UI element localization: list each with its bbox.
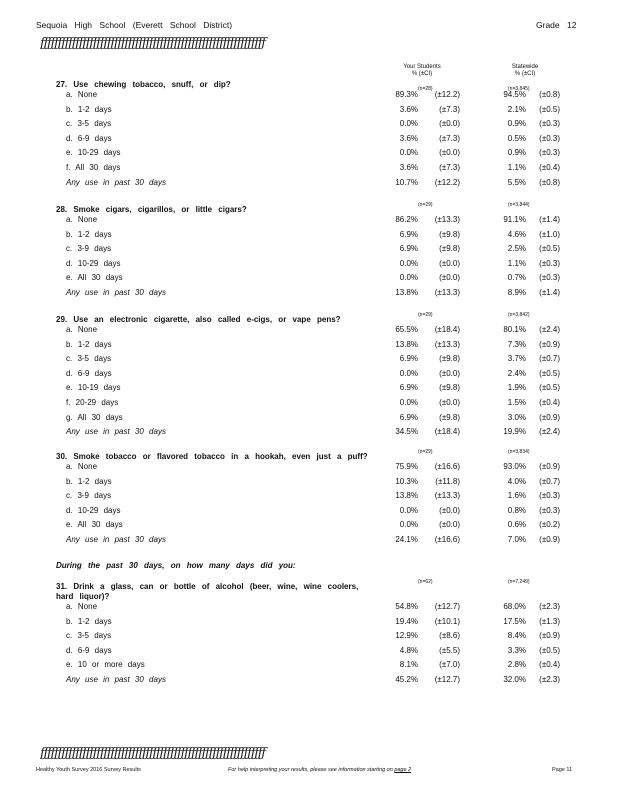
response-label: a. None [66, 462, 98, 471]
your-percent: 0.0% [399, 273, 418, 283]
statewide-confidence-interval: (±0.5) [539, 645, 560, 655]
statewide-confidence-interval: (±0.2) [539, 520, 560, 530]
response-label: Any use in past 30 days [66, 427, 166, 437]
footer-help-prefix: For help interpreting your results, please see information starting on [228, 767, 393, 773]
your-confidence-interval: (±13.3) [434, 288, 460, 297]
statewide-confidence-interval: (±1.4) [539, 215, 560, 224]
response-row [0, 340, 618, 350]
statewide-percent: 3.0% [507, 412, 526, 422]
statewide-percent: 0.9% [507, 119, 526, 129]
response-row [0, 602, 618, 612]
response-row [0, 660, 618, 670]
response-label: c. 3-9 days [66, 491, 112, 501]
sample-size-statewide: (n=3,834) [508, 449, 530, 455]
response-label: a. None [66, 215, 98, 224]
any-use-row [0, 427, 618, 437]
footer-help-text [228, 767, 411, 773]
your-confidence-interval: (±16.6) [434, 462, 460, 471]
statewide-percent: 2.1% [507, 104, 526, 114]
response-label: Any use in past 30 days [66, 288, 166, 297]
response-row [0, 134, 618, 144]
your-confidence-interval: (±12.7) [434, 602, 460, 611]
response-row [0, 259, 618, 269]
question-title: 30. Smoke tobacco or flavored tobacco in a hookah, even just a puff? [56, 452, 368, 461]
your-confidence-interval: (±0.0) [439, 398, 460, 407]
response-label: b. 1-2 days [66, 616, 112, 626]
response-label: g. All 30 days [66, 412, 123, 422]
statewide-confidence-interval: (±0.9) [539, 631, 560, 641]
statewide-confidence-interval: (±0.3) [539, 133, 560, 143]
your-confidence-interval: (±13.3) [434, 215, 460, 224]
your-confidence-interval: (±0.0) [439, 258, 460, 268]
response-label: Any use in past 30 days [66, 535, 166, 544]
your-percent: 6.9% [399, 354, 418, 364]
response-row [0, 506, 618, 516]
your-confidence-interval: (±12.7) [434, 675, 460, 684]
statewide-percent: 8.4% [507, 631, 526, 641]
your-percent: 24.1% [395, 535, 418, 544]
decorative-rule-bottom: ƒƒƒƒƒƒƒƒƒƒƒƒƒƒƒƒƒƒƒƒƒƒƒƒƒƒƒƒƒƒƒƒƒƒƒƒƒƒƒƒƒƒƒƒƒƒƒƒƒƒƒƒƒƒƒƒƒƒƒƒƒƒƒƒ [40, 746, 265, 761]
statewide-percent: 1.9% [507, 383, 526, 393]
section-intro: During the past 30 days, on how many days did you: [56, 561, 296, 570]
response-label: Any use in past 30 days [66, 675, 166, 684]
response-label: f. 20-29 days [66, 398, 119, 407]
response-label: a. None [66, 602, 98, 611]
col-header-statewide-label: Statewide [511, 64, 539, 70]
sample-size-yours: (n=28) [418, 86, 433, 92]
your-confidence-interval: (±5.5) [439, 645, 460, 655]
statewide-percent: 7.3% [507, 339, 526, 349]
footer-page-link[interactable]: page 2 [394, 767, 412, 773]
statewide-percent: 3.3% [507, 645, 526, 655]
col-header-your-students-label: Your Students [403, 64, 441, 70]
statewide-percent: 0.8% [507, 505, 526, 515]
statewide-percent: 80.1% [503, 325, 526, 334]
your-percent: 19.4% [395, 616, 418, 626]
your-confidence-interval: (±7.3) [439, 133, 460, 143]
your-confidence-interval: (±18.4) [434, 325, 460, 334]
col-header-your-students-ci: % (±CI) [411, 71, 433, 77]
your-confidence-interval: (±12.2) [434, 90, 460, 99]
your-confidence-interval: (±8.6) [439, 631, 460, 641]
statewide-percent: 1.6% [507, 491, 526, 501]
response-label: d. 10-29 days [66, 505, 121, 515]
statewide-confidence-interval: (±0.3) [539, 505, 560, 515]
statewide-percent: 0.6% [507, 520, 526, 530]
sample-size-yours: (n=29) [418, 449, 433, 455]
statewide-confidence-interval: (±2.4) [539, 325, 560, 334]
your-percent: 75.9% [395, 462, 418, 471]
response-row [0, 325, 618, 335]
response-label: e. 10 or more days [66, 660, 145, 670]
response-label: e. 10-29 days [66, 148, 121, 158]
col-header-your-students [392, 64, 452, 78]
response-row [0, 273, 618, 283]
your-percent: 3.6% [399, 163, 418, 172]
statewide-confidence-interval: (±2.3) [539, 602, 560, 611]
your-confidence-interval: (±0.0) [439, 368, 460, 378]
response-label: d. 6-9 days [66, 133, 112, 143]
response-row [0, 462, 618, 472]
your-percent: 10.3% [395, 476, 418, 486]
statewide-confidence-interval: (±0.9) [539, 535, 560, 544]
statewide-percent: 94.5% [503, 90, 526, 99]
statewide-confidence-interval: (±0.7) [539, 354, 560, 364]
statewide-confidence-interval: (±0.8) [539, 177, 560, 187]
response-label: b. 1-2 days [66, 476, 112, 486]
your-percent: 6.9% [399, 229, 418, 239]
statewide-confidence-interval: (±0.5) [539, 368, 560, 378]
your-percent: 65.5% [395, 325, 418, 334]
your-percent: 8.1% [399, 660, 418, 670]
your-confidence-interval: (±9.8) [439, 383, 460, 393]
sample-size-statewide: (n=3,842) [508, 312, 530, 318]
response-row [0, 617, 618, 627]
sample-size-statewide: (n=7,249) [508, 579, 530, 585]
your-percent: 6.9% [399, 412, 418, 422]
statewide-confidence-interval: (±0.4) [539, 163, 560, 172]
response-label: e. 10-19 days [66, 383, 121, 393]
statewide-confidence-interval: (±0.4) [539, 660, 560, 670]
response-label: e. All 30 days [66, 273, 123, 283]
statewide-percent: 0.5% [507, 133, 526, 143]
col-header-statewide [500, 64, 550, 78]
your-confidence-interval: (±11.8) [435, 476, 460, 486]
your-percent: 0.0% [399, 148, 418, 158]
statewide-percent: 93.0% [503, 462, 526, 471]
response-row [0, 477, 618, 487]
sample-size-yours: (n=29) [418, 312, 433, 318]
statewide-confidence-interval: (±0.9) [539, 339, 560, 349]
response-row [0, 215, 618, 225]
your-percent: 3.6% [399, 133, 418, 143]
your-percent: 12.9% [395, 631, 418, 641]
statewide-percent: 0.9% [507, 148, 526, 158]
statewide-percent: 32.0% [503, 675, 526, 684]
response-row [0, 90, 618, 100]
any-use-row [0, 178, 618, 188]
response-row [0, 105, 618, 115]
statewide-confidence-interval: (±0.3) [539, 273, 560, 283]
your-confidence-interval: (±0.0) [439, 273, 460, 283]
statewide-percent: 2.4% [507, 368, 526, 378]
sample-size-statewide: (n=3,844) [508, 202, 530, 208]
statewide-percent: 8.9% [507, 288, 526, 297]
response-row [0, 491, 618, 501]
your-confidence-interval: (±12.2) [434, 177, 460, 187]
your-confidence-interval: (±9.8) [439, 229, 460, 239]
your-confidence-interval: (±7.3) [439, 104, 460, 114]
response-row [0, 119, 618, 129]
your-confidence-interval: (±9.8) [439, 244, 460, 254]
your-percent: 13.8% [395, 288, 418, 297]
statewide-confidence-interval: (±1.4) [539, 288, 560, 297]
response-row [0, 413, 618, 423]
response-row [0, 383, 618, 393]
your-percent: 4.8% [399, 645, 418, 655]
response-label: c. 3-9 days [66, 244, 112, 254]
report-grade: Grade 12 [536, 20, 577, 30]
response-label: d. 6-9 days [66, 645, 112, 655]
statewide-confidence-interval: (±0.9) [539, 412, 560, 422]
response-label: Any use in past 30 days [66, 177, 166, 187]
statewide-percent: 68.0% [503, 602, 526, 611]
statewide-percent: 1.1% [507, 163, 526, 172]
your-confidence-interval: (±0.0) [439, 505, 460, 515]
statewide-confidence-interval: (±0.3) [539, 119, 560, 129]
statewide-percent: 4.6% [507, 229, 526, 239]
your-confidence-interval: (±0.0) [439, 119, 460, 129]
statewide-percent: 0.7% [507, 273, 526, 283]
your-percent: 0.0% [399, 398, 418, 407]
your-percent: 13.8% [395, 491, 418, 501]
statewide-percent: 91.1% [503, 215, 526, 224]
your-percent: 54.8% [395, 602, 418, 611]
response-label: f. All 30 days [66, 163, 121, 172]
statewide-confidence-interval: (±0.5) [539, 383, 560, 393]
your-percent: 6.9% [399, 383, 418, 393]
your-percent: 0.0% [399, 258, 418, 268]
statewide-confidence-interval: (±1.3) [539, 616, 560, 626]
footer-survey-name: Healthy Youth Survey 2016 Survey Results [36, 767, 141, 773]
your-percent: 34.5% [395, 427, 418, 437]
your-confidence-interval: (±13.3) [434, 339, 460, 349]
any-use-row [0, 288, 618, 298]
statewide-confidence-interval: (±2.4) [539, 427, 560, 437]
response-row [0, 369, 618, 379]
statewide-confidence-interval: (±0.3) [539, 491, 560, 501]
statewide-percent: 2.5% [507, 244, 526, 254]
response-label: d. 6-9 days [66, 368, 112, 378]
your-percent: 89.3% [395, 90, 418, 99]
your-confidence-interval: (±0.0) [439, 148, 460, 158]
any-use-row [0, 675, 618, 685]
question-title: 29. Use an electronic cigarette, also called e-cigs, or vape pens? [56, 315, 341, 324]
statewide-percent: 4.0% [507, 476, 526, 486]
statewide-percent: 5.5% [507, 177, 526, 187]
response-label: e. All 30 days [66, 520, 123, 530]
statewide-percent: 1.1% [507, 258, 526, 268]
statewide-percent: 17.5% [503, 616, 526, 626]
response-row [0, 354, 618, 364]
your-percent: 3.6% [399, 104, 418, 114]
your-confidence-interval: (±18.4) [434, 427, 460, 437]
response-row [0, 163, 618, 173]
statewide-confidence-interval: (±0.3) [539, 258, 560, 268]
statewide-confidence-interval: (±1.0) [539, 229, 560, 239]
response-label: c. 3-5 days [66, 119, 112, 129]
question-title: 31. Drink a glass, can or bottle of alcohol (beer, wine, wine coolers, hard liquor)? [56, 582, 359, 601]
question-title: 27. Use chewing tobacco, snuff, or dip? [56, 80, 231, 89]
sample-size-yours: (n=62) [418, 579, 433, 585]
your-percent: 86.2% [395, 215, 418, 224]
response-row [0, 230, 618, 240]
report-school-title: Sequoia High School (Everett School District) [36, 20, 233, 30]
response-row [0, 398, 618, 408]
statewide-percent: 1.5% [507, 398, 526, 407]
your-percent: 45.2% [395, 675, 418, 684]
response-row [0, 631, 618, 641]
statewide-confidence-interval: (±0.3) [539, 148, 560, 158]
your-percent: 6.9% [399, 244, 418, 254]
statewide-percent: 2.8% [507, 660, 526, 670]
your-percent: 13.8% [395, 339, 418, 349]
response-row [0, 148, 618, 158]
statewide-confidence-interval: (±0.7) [539, 476, 560, 486]
statewide-confidence-interval: (±2.3) [539, 675, 560, 684]
statewide-confidence-interval: (±0.4) [539, 398, 560, 407]
your-confidence-interval: (±10.1) [434, 616, 460, 626]
your-confidence-interval: (±16.6) [434, 535, 460, 544]
response-row [0, 646, 618, 656]
statewide-confidence-interval: (±0.8) [539, 90, 560, 99]
response-label: b. 1-2 days [66, 104, 112, 114]
col-header-statewide-ci: % (±CI) [514, 71, 536, 77]
your-confidence-interval: (±9.8) [439, 412, 460, 422]
your-confidence-interval: (±9.8) [439, 354, 460, 364]
sample-size-yours: (n=29) [418, 202, 433, 208]
footer-page-number: Page 11 [552, 767, 573, 773]
your-confidence-interval: (±0.0) [439, 520, 460, 530]
your-confidence-interval: (±7.3) [439, 163, 460, 172]
your-percent: 0.0% [399, 368, 418, 378]
response-label: b. 1-2 days [66, 229, 112, 239]
statewide-percent: 7.0% [507, 535, 526, 544]
statewide-confidence-interval: (±0.5) [539, 244, 560, 254]
your-percent: 0.0% [399, 119, 418, 129]
statewide-confidence-interval: (±0.9) [539, 462, 560, 471]
response-label: a. None [66, 325, 98, 334]
statewide-percent: 3.7% [507, 354, 526, 364]
your-percent: 0.0% [399, 505, 418, 515]
your-percent: 10.7% [395, 177, 418, 187]
response-row [0, 520, 618, 530]
your-confidence-interval: (±13.3) [434, 491, 460, 501]
response-row [0, 244, 618, 254]
response-label: c. 3-5 days [66, 631, 112, 641]
question-title: 28. Smoke cigars, cigarillos, or little cigars? [56, 205, 247, 214]
your-percent: 0.0% [399, 520, 418, 530]
response-label: c. 3-5 days [66, 354, 112, 364]
response-label: a. None [66, 90, 98, 99]
statewide-percent: 19.9% [503, 427, 526, 437]
statewide-confidence-interval: (±0.5) [539, 104, 560, 114]
sample-size-statewide: (n=3,845) [508, 86, 530, 92]
any-use-row [0, 535, 618, 545]
response-label: d. 10-29 days [66, 258, 121, 268]
decorative-rule-top: ƒƒƒƒƒƒƒƒƒƒƒƒƒƒƒƒƒƒƒƒƒƒƒƒƒƒƒƒƒƒƒƒƒƒƒƒƒƒƒƒƒƒƒƒƒƒƒƒƒƒƒƒƒƒƒƒƒƒƒƒƒƒƒƒ [40, 36, 265, 51]
your-confidence-interval: (±7.0) [439, 660, 460, 670]
response-label: b. 1-2 days [66, 339, 112, 349]
